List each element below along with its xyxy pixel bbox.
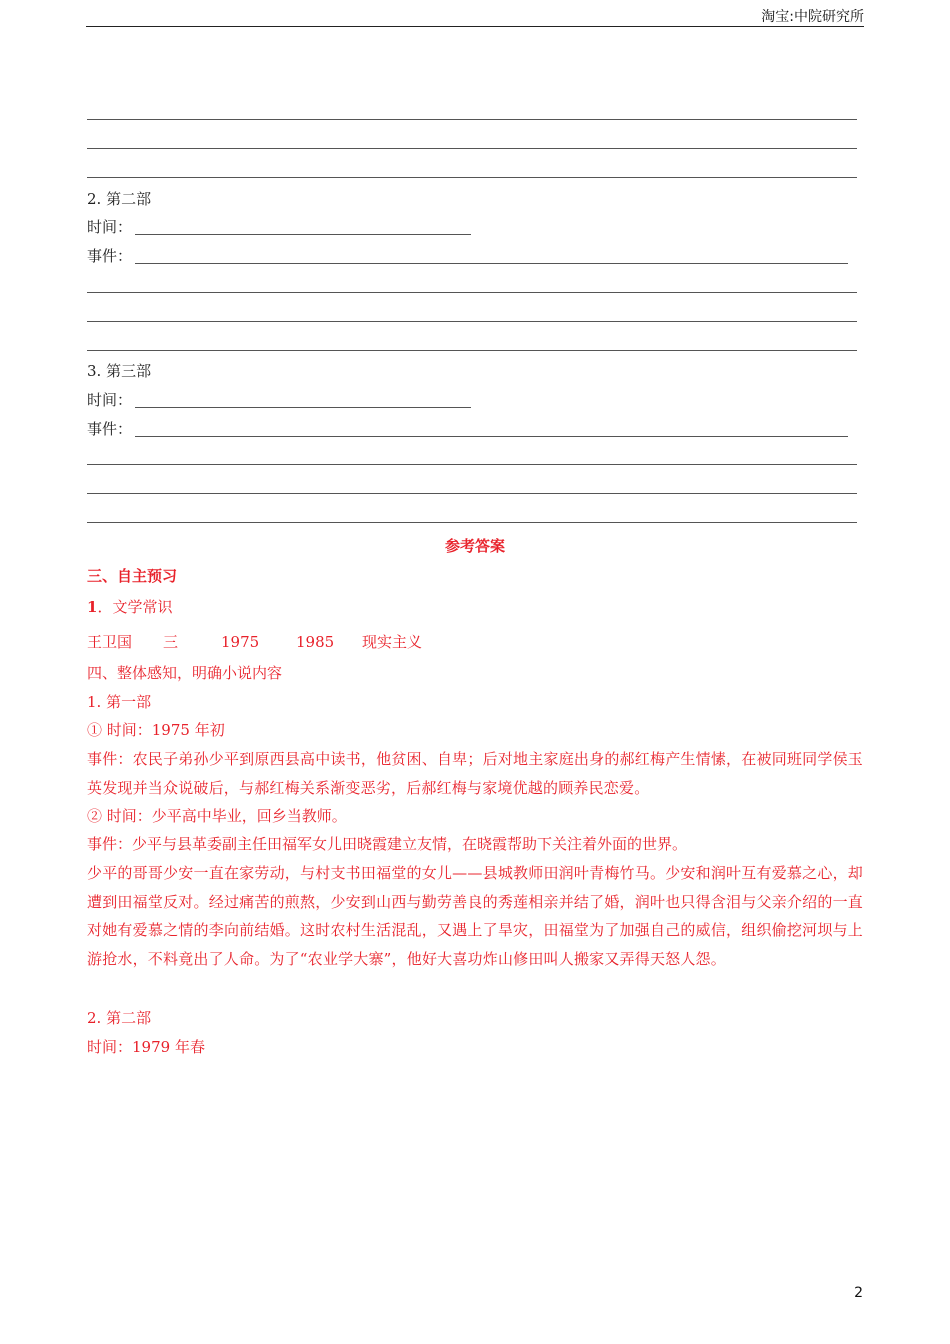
- item1-heading: [87, 597, 172, 617]
- part3-time-label: 时间：: [87, 391, 133, 409]
- item1-number: 1: [87, 598, 98, 616]
- part1-time2: ② 时间：少平高中毕业，回乡当教师。: [87, 807, 347, 825]
- part2-time-blank[interactable]: [135, 234, 471, 235]
- part1-event3: 少平的哥哥少安一直在家劳动，与村支书田福堂的女儿——县城教师田润叶青梅竹马。少安和润叶互有爱慕之心，却遭到田福堂反对。经过痛苦的煎熬，少安到山西与勤劳善良的秀莲相亲并结了婚，润叶也只得含泪与父亲介绍的一直对她有爱慕之情的李向前结婚。这时农村生活混乱，又遇上了旱灾，田福堂为了加强自己的威信，组织偷挖河坝与上游抢水，不料竟出了人命。为了“农业学大寨”，他好大喜功炸山修田叫人搬家又弄得天怒人怨。: [87, 864, 863, 968]
- answer-line[interactable]: [87, 292, 857, 293]
- lit-start-year: 1975: [221, 633, 260, 651]
- answers-title: 参考答案: [444, 537, 505, 555]
- section3-title: 三、自主预习: [87, 567, 178, 585]
- part3-event-label: 事件：: [87, 420, 133, 438]
- part3-event-blank[interactable]: [135, 436, 848, 437]
- part2-answer-time: 时间：1979 年春: [87, 1038, 205, 1056]
- item1-text: ．文学常识: [97, 598, 173, 616]
- part2-event-label: 事件：: [87, 247, 133, 265]
- section4-title: 四、整体感知，明确小说内容: [87, 664, 283, 682]
- part1-event1: 事件：农民子弟孙少平到原西县高中读书，他贫困、自卑；后对地主家庭出身的郝红梅产生情愫，在被同班同学侯玉英发现并当众说破后，与郝红梅关系渐变恶劣，后郝红梅与家境优越的顾养民恋爱。: [87, 750, 863, 797]
- lit-style: 现实主义: [362, 633, 423, 651]
- answer-line[interactable]: [87, 148, 857, 149]
- part2-answer-heading: 2. 第二部: [87, 1009, 152, 1027]
- part2-heading: 2. 第二部: [87, 190, 152, 208]
- header-rule: [86, 26, 864, 27]
- part1-time1: ① 时间：1975 年初: [87, 721, 225, 739]
- answer-line[interactable]: [87, 177, 857, 178]
- page-number: 2: [854, 1285, 863, 1301]
- answer-line[interactable]: [87, 493, 857, 494]
- part3-time-blank[interactable]: [135, 407, 471, 408]
- part3-heading: 3. 第三部: [87, 362, 152, 380]
- answer-line[interactable]: [87, 350, 857, 351]
- part1-event2: 事件：少平与县革委副主任田福军女儿田晓霞建立友情，在晓霞帮助下关注着外面的世界。: [87, 835, 688, 853]
- part2-event-blank[interactable]: [135, 263, 848, 264]
- answer-line[interactable]: [87, 464, 857, 465]
- literature-answers: [87, 632, 422, 652]
- answer-line[interactable]: [87, 522, 857, 523]
- answer-line[interactable]: [87, 321, 857, 322]
- header-text: 淘宝:中院研究所: [761, 9, 864, 25]
- part2-time-label: 时间：: [87, 218, 133, 236]
- part1-heading: 1. 第一部: [87, 693, 152, 711]
- lit-parts: 三: [163, 633, 179, 651]
- lit-end-year: 1985: [296, 633, 335, 651]
- answer-line[interactable]: [87, 119, 857, 120]
- lit-author: 王卫国: [87, 633, 133, 651]
